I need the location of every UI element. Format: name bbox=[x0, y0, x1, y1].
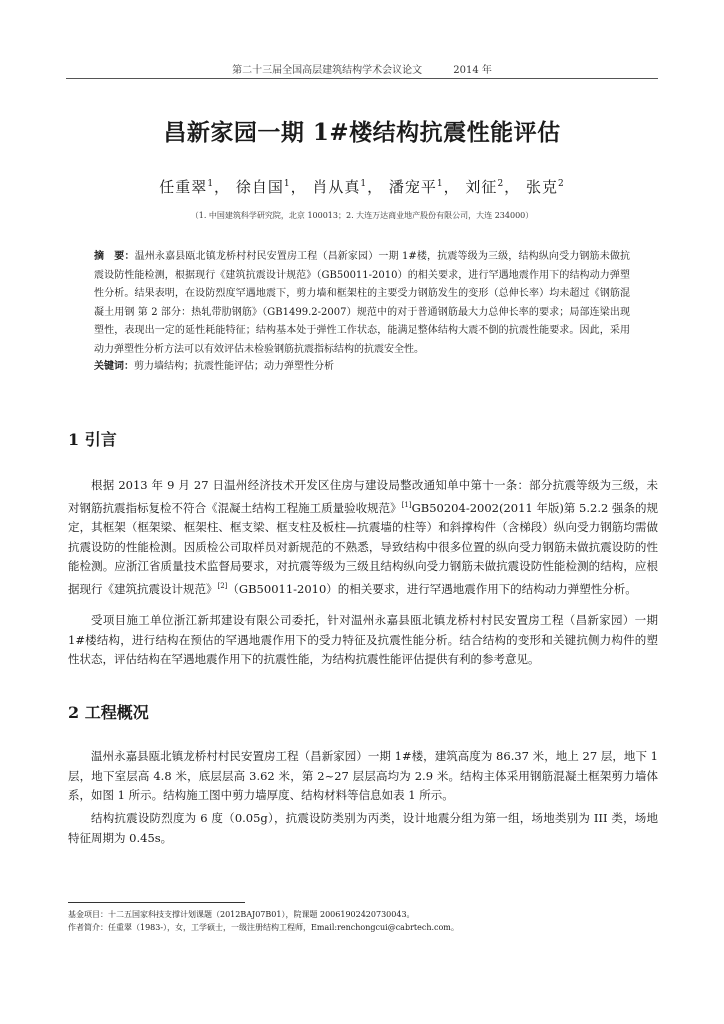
abstract-text: 温州永嘉县瓯北镇龙桥村村民安置房工程（昌新家园）一期 1#楼，抗震等级为三级，结构纵向受力钢筋未做抗震设防性能检测，根据现行《建筑抗震设计规范》（GB50011-2010）的相关要求，进行罕遇地震作用下的结构动力弹塑性分析。结果表明，在设防烈度罕遇地震下，剪力墙和框架柱的主要受力钢筋发生的变形（总伸长率）均未超过《钢筋混凝土用钢 第 2 部分：热轧带肋钢筋》（GB1499.2-2007）规范中的对于普通钢筋最大力总伸长率的要求；局部连梁出现塑性，表现出一定的延性耗能特征；结构基本处于弹性工作状态，能满足整体结构大震不倒的抗震性能要求。因此，采用动力弹塑性分析方法可以有效评估未检验钢筋抗震指标结构的抗震安全性。 bbox=[94, 251, 631, 355]
abstract bbox=[94, 248, 630, 359]
author: 张克 bbox=[525, 178, 558, 196]
intro-paragraph-2: 受项目施工单位浙江新邦建设有限公司委托，针对温州永嘉县瓯北镇龙桥村村民安置房工程（昌新家园）一期 1#楼结构，进行结构在预估的罕遇地震作用下的受力特征及抗震性能分析。结合结构的变形和关键抗侧力构件的塑性状态，评估结构在罕遇地震作用下的抗震性能，为结构抗震性能评估提供有利的参考意见。 bbox=[68, 613, 658, 667]
footnotes bbox=[68, 908, 658, 934]
intro-p1-part-a: 根据 2013 年 9 月 27 日温州经济技术开发区住房与建设局整改通知单中第十一条：部分抗震等级为三级，未对钢筋抗震指标复检不符合《混凝土结构工程施工质量验收规范》 bbox=[68, 478, 658, 515]
author-affil: 1 bbox=[207, 179, 215, 189]
author-affil: 1 bbox=[436, 179, 444, 189]
keywords-label: 关键词： bbox=[94, 361, 134, 372]
author-affil: 2 bbox=[557, 179, 565, 189]
paper-title: 昌新家园一期 1#楼结构抗震性能评估 bbox=[163, 119, 561, 146]
running-header bbox=[66, 61, 658, 79]
footnote-fund: 基金项目：十二五国家科技支撑计划课题（2012BAJ07B01），院课题 20061902420730043。 bbox=[68, 910, 415, 919]
intro-paragraph-1 bbox=[68, 476, 658, 599]
intro-p1-part-b: GB50204-2002(2011 年版)第 5.2.2 强条的规定，其框架（框架梁、框架柱、框支梁、框支柱及板柱—抗震墙的柱等）和斜撑构件（含梯段）纵向受力钢筋均需做抗震设防的性能检测。因质检公司取样员对新规范的不熟悉，导致结构中很多位置的纵向受力钢筋未做抗震设防的性能检测。应浙江省质量技术监督局要求，对抗震等级为三级且结构纵向受力钢筋未做抗震设防性能检测的结构，应根据现行《建筑抗震设计规范》 bbox=[68, 500, 658, 596]
author-list: 任重翠$^1$， 徐自国$^1$， 肖从真$^1$， 潘宠平$^1$， 刘征$^2$， 张克$^2$ bbox=[159, 178, 565, 196]
abstract-label: 摘 要： bbox=[94, 251, 135, 262]
citation-ref: [2] bbox=[217, 581, 228, 590]
overview-paragraph-1: 温州永嘉县瓯北镇龙桥村村民安置房工程（昌新家园）一期 1#楼，建筑高度为 86.37 米，地上 27 层，地下 1 层，地下室层高 4.8 米，底层层高 3.62 米，第 2~27 层层高均为 2.9 米。结构主体采用钢筋混凝土框架剪力墙体系，如图 1 所示。结构施工图中剪力墙厚度、结构材料等信息如表 1 所示。 bbox=[68, 749, 658, 803]
author: 徐自国 bbox=[235, 178, 284, 196]
conference-name: 第二十三届全国高层建筑结构学术会议论文 bbox=[232, 65, 423, 76]
keywords bbox=[94, 357, 630, 372]
author: 潘宠平 bbox=[388, 178, 437, 196]
author: 任重翠 bbox=[159, 178, 208, 196]
author: 刘征 bbox=[465, 178, 498, 196]
section-heading-introduction: 1 引言 bbox=[68, 430, 117, 449]
overview-paragraph-2: 结构抗震设防烈度为 6 度（0.05g），抗震设防类别为丙类，设计地震分组为第一组，场地类别为 III 类，场地特征周期为 0.45s。 bbox=[68, 811, 658, 845]
intro-p1-part-c: （GB50011-2010）的相关要求，进行罕遇地震作用下的结构动力弹塑性分析。 bbox=[227, 581, 637, 596]
affiliations: （1. 中国建筑科学研究院，北京 100013；2. 大连万达商业地产股份有限公司，大连 234000） bbox=[190, 211, 534, 220]
footnote-author: 作者简介：任重翠（1983-），女，工学硕士，一级注册结构工程师，Email:renchongcui@cabrtech.com。 bbox=[68, 923, 459, 932]
conference-year: 2014 年 bbox=[453, 65, 492, 76]
footnote-divider bbox=[68, 902, 245, 903]
author-affil: 1 bbox=[283, 179, 291, 189]
citation-ref: [1] bbox=[401, 500, 412, 509]
author-affil: 2 bbox=[497, 179, 505, 189]
keywords-text: 剪力墙结构；抗震性能评估；动力弹塑性分析 bbox=[134, 361, 334, 372]
section-heading-overview: 2 工程概况 bbox=[68, 703, 149, 722]
author-affil: 1 bbox=[360, 179, 368, 189]
author: 肖从真 bbox=[312, 178, 361, 196]
